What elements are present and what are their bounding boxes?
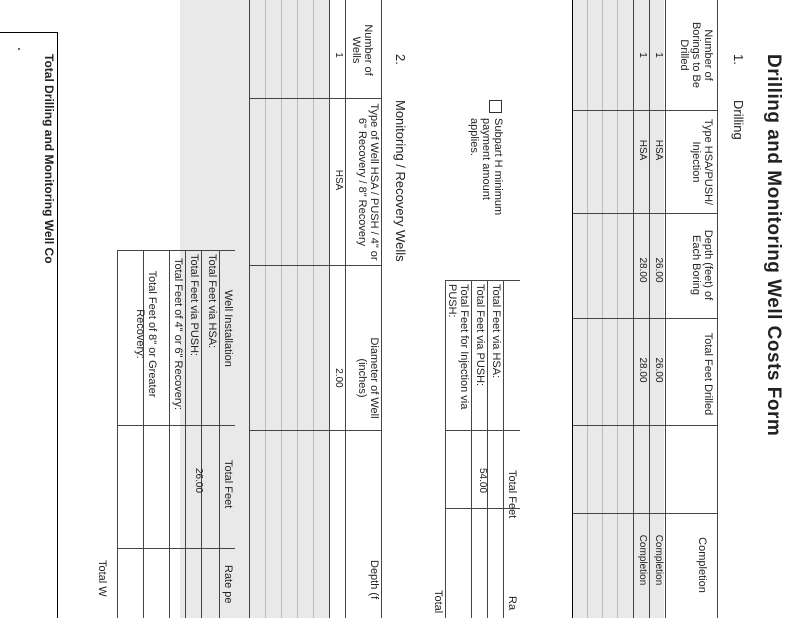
drill-summary-line bbox=[471, 280, 472, 618]
footer-box-border bbox=[0, 32, 58, 33]
drill-summary-line bbox=[446, 280, 520, 281]
drill-grid-line bbox=[572, 0, 573, 618]
well-grid-line bbox=[313, 0, 314, 618]
drill-grid-line bbox=[649, 0, 650, 618]
well-summary-hsa-value: 26.00 bbox=[193, 468, 204, 494]
well-row-1-diameter: 2.00 bbox=[333, 368, 344, 388]
section-2-label: Monitoring / Recovery Wells bbox=[393, 100, 408, 262]
well-summary-total-partial: Total W bbox=[96, 560, 108, 597]
drill-summary-header-total: Total Feet bbox=[506, 470, 518, 519]
well-grid-line bbox=[297, 0, 298, 618]
footer-total-label: Total Drilling and Monitoring Well Co bbox=[42, 54, 56, 264]
well-summary-header-total: Total Feet bbox=[222, 460, 234, 509]
drill-grid-line bbox=[587, 0, 588, 618]
well-grid-line bbox=[250, 430, 382, 431]
drill-summary-line bbox=[503, 280, 504, 618]
drill-summary-push-label: Total Feet via PUSH: bbox=[474, 284, 486, 387]
drill-header-total: Total Feet Drilled bbox=[702, 332, 714, 416]
drill-row-2-depth: 28.00 bbox=[637, 257, 648, 283]
well-header-depth: Depth (f bbox=[368, 560, 380, 600]
well-summary-line bbox=[118, 250, 235, 251]
well-row-1-count: 1 bbox=[333, 52, 344, 58]
well-summary-header-installation: Well Installation bbox=[222, 290, 234, 367]
drill-grid-line bbox=[602, 0, 603, 618]
drill-summary-hsa-value: 54.00 bbox=[477, 468, 488, 494]
drill-row-2-count: 1 bbox=[637, 52, 648, 58]
well-header-count: Number of Wells bbox=[350, 24, 374, 76]
well-summary-line bbox=[219, 250, 220, 618]
drill-row-2-total: 28.00 bbox=[637, 357, 648, 383]
section-2-table-bg bbox=[180, 0, 330, 618]
section-2-number: 2. bbox=[393, 54, 408, 65]
well-header-diameter: Diameter of Well (inches) bbox=[356, 337, 380, 419]
drill-header-depth: Depth (feet) of Each Boring bbox=[690, 229, 714, 301]
well-summary-line bbox=[117, 250, 118, 618]
drill-row-2-type: HSA bbox=[637, 139, 648, 161]
drill-row-1-depth: 26.00 bbox=[653, 257, 664, 283]
drill-grid-line bbox=[573, 425, 718, 426]
well-row-1-type: HSA bbox=[333, 169, 344, 191]
drill-grid-line bbox=[573, 318, 718, 319]
drill-grid-line bbox=[573, 110, 718, 111]
drill-row-1-type: HSA bbox=[653, 139, 664, 161]
section-1-label: Drilling bbox=[731, 100, 746, 140]
scan-speck bbox=[18, 48, 20, 50]
well-summary-line bbox=[201, 250, 202, 618]
drill-row-1-completion: Completion bbox=[653, 534, 664, 586]
well-header-type: Type of Well HSA / PUSH / 4" or 6" Recovery / 8" Recovery bbox=[356, 103, 380, 261]
well-summary-line bbox=[185, 250, 186, 618]
well-grid-line bbox=[381, 0, 382, 618]
well-summary-hsa-label: Total Feet via HSA: bbox=[206, 254, 218, 349]
form-title: Drilling and Monitoring Well Costs Form bbox=[763, 54, 784, 437]
well-summary-line bbox=[118, 548, 235, 549]
drill-row-1-total: 26.00 bbox=[653, 357, 664, 383]
drill-row-2-completion: Completion bbox=[637, 534, 648, 586]
drill-grid-line bbox=[717, 0, 718, 618]
drill-grid-line bbox=[617, 0, 618, 618]
well-grid-line bbox=[265, 0, 266, 618]
drill-header-completion: Completion bbox=[696, 537, 708, 593]
well-summary-line bbox=[118, 425, 235, 426]
subpart-h-checkbox[interactable] bbox=[489, 100, 502, 113]
well-grid-line bbox=[250, 98, 382, 99]
drill-summary-header-rate: Ra bbox=[506, 596, 518, 611]
drill-header-count: Number of Borings to Be Drilled bbox=[678, 21, 714, 89]
drill-header-type: Type HSA/PUSH/ Injection bbox=[690, 118, 714, 206]
well-summary-header-rate: Rate pe bbox=[222, 565, 234, 604]
well-summary-recovery-8-label: Total Feet of 8" or Greater Recovery: bbox=[134, 270, 158, 398]
drill-summary-injection-label: Total Feet for Injection via PUSH: bbox=[446, 284, 470, 410]
well-summary-push-label: Total Feet via PUSH: bbox=[188, 254, 200, 357]
subpart-h-text: Subpart H minimum payment amount applies. bbox=[468, 118, 504, 216]
drill-summary-line bbox=[487, 280, 488, 618]
well-grid-line bbox=[249, 0, 250, 618]
well-grid-line bbox=[281, 0, 282, 618]
drill-grid-line bbox=[573, 213, 718, 214]
drill-grid-line bbox=[573, 513, 718, 514]
well-grid-line bbox=[329, 0, 330, 618]
well-summary-line bbox=[169, 250, 170, 618]
drill-grid-line bbox=[665, 0, 666, 618]
well-grid-line bbox=[345, 0, 346, 618]
drill-summary-total-partial: Total bbox=[432, 590, 444, 614]
drill-summary-hsa-label: Total Feet via HSA: bbox=[490, 284, 502, 379]
section-1-number: 1. bbox=[731, 54, 746, 65]
well-summary-recovery-4-6-label: Total Feet of 4" or 6" Recovery: bbox=[172, 257, 184, 411]
drill-summary-line bbox=[446, 430, 520, 431]
footer-box-border bbox=[57, 32, 58, 618]
drill-row-1-count: 1 bbox=[653, 52, 664, 58]
well-grid-line bbox=[250, 265, 382, 266]
drill-grid-line bbox=[633, 0, 634, 618]
